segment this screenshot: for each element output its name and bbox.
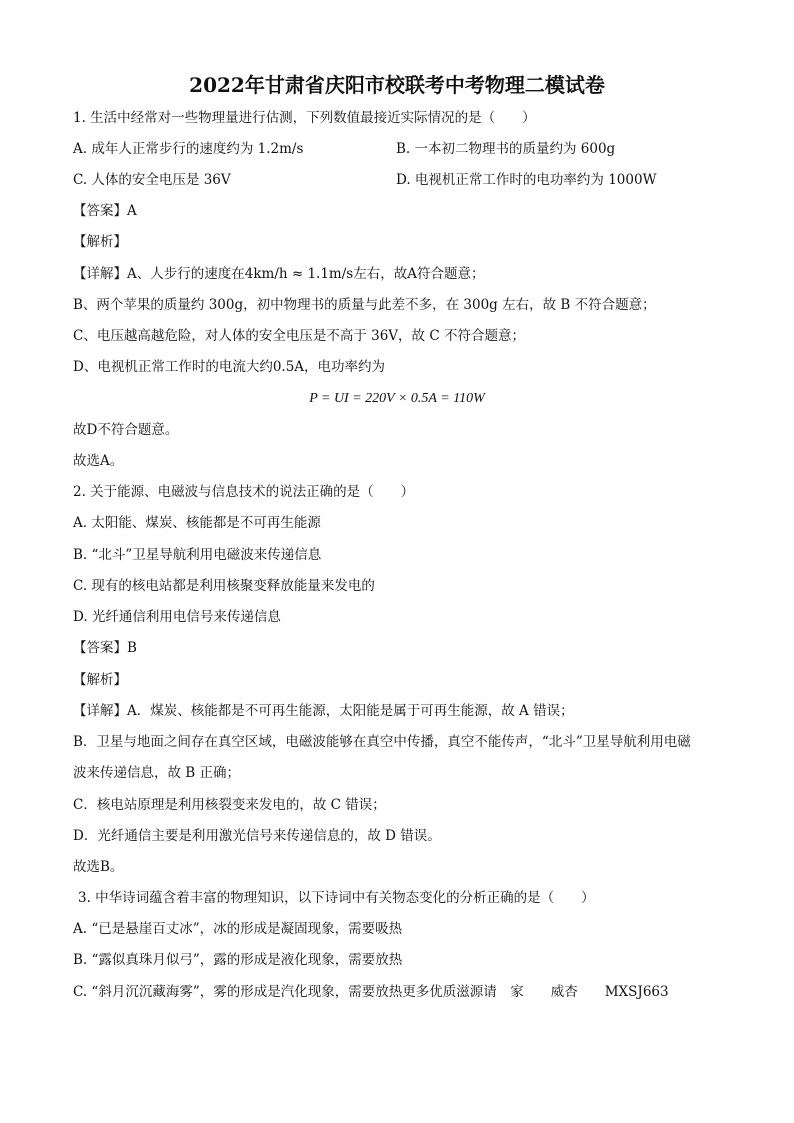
q1-detail-b: B、两个苹果的质量约 300g，初中物理书的质量与此差不多，在 300g 左右，故 B 不符合题意；	[73, 297, 656, 313]
q2-analysis-heading: 【解析】	[73, 672, 127, 688]
q2-detail-d: D．光纤通信主要是利用激光信号来传递信息的，故 D 错误。	[73, 828, 441, 844]
q1-answer: 【答案】A	[73, 203, 137, 219]
q2-option-c: C. 现有的核电站都是利用核聚变释放能量来发电的	[73, 578, 375, 594]
q1-stem: 1. 生活中经常对一些物理量进行估测，下列数值最接近实际情况的是（ ）	[73, 110, 536, 126]
q2-option-a: A. 太阳能、煤炭、核能都是不可再生能源	[73, 515, 321, 531]
page-title: 2022年甘肃省庆阳市校联考中考物理二模试卷	[189, 73, 605, 97]
q3-option-b: B. “露似真珠月似弓”，露的形成是液化现象，需要放热	[73, 952, 403, 968]
q1-formula: P = UI = 220V × 0.5A = 110W	[309, 391, 485, 406]
q1-detail-d-conclusion: 故D不符合题意。	[73, 422, 179, 438]
q2-option-d: D. 光纤通信利用电信号来传递信息	[73, 609, 281, 625]
q1-detail-d: D、电视机正常工作时的电流大约0.5A，电功率约为	[73, 359, 386, 375]
q2-detail-c: C．核电站原理是利用核裂变来发电的，故 C 错误；	[73, 797, 386, 813]
q2-choose: 故选B。	[73, 859, 124, 875]
q1-option-a: A. 成年人正常步行的速度约为 1.2m/s	[73, 141, 304, 157]
q3-option-a: A. “已是悬崖百丈冰”，冰的形成是凝固现象，需要吸热	[73, 921, 403, 937]
q2-detail-a: 【详解】A．煤炭、核能都是不可再生能源，太阳能是属于可再生能源，故 A 错误；	[73, 703, 574, 719]
q1-detail-a: 【详解】A、人步行的速度在4km/h ≈ 1.1m/s左右，故A符合题意；	[73, 266, 485, 282]
q1-choose: 故选A。	[73, 453, 124, 469]
q1-option-d: D. 电视机正常工作时的电功率约为 1000W	[396, 172, 657, 188]
q1-detail-c: C、电压越高越危险，对人体的安全电压是不高于 36V，故 C 不符合题意；	[73, 328, 525, 344]
q1-option-c: C. 人体的安全电压是 36V	[73, 172, 231, 188]
q2-detail-b-line1: B．卫星与地面之间存在真空区域，电磁波能够在真空中传播，真空不能传声，“北斗”卫星导航利用电磁	[73, 734, 691, 750]
q2-option-b: B. “北斗”卫星导航利用电磁波来传递信息	[73, 547, 322, 563]
q2-stem: 2. 关于能源、电磁波与信息技术的说法正确的是（ ）	[73, 484, 415, 500]
q2-detail-b-line2: 波来传递信息，故 B 正确；	[73, 765, 241, 781]
q3-option-c: C. “斜月沉沉藏海雾”，雾的形成是汽化现象，需要放热更多优质滋源请 家 威杏 MXSJ663	[73, 984, 669, 1000]
q2-answer: 【答案】B	[73, 640, 137, 656]
q1-option-b: B. 一本初二物理书的质量约为 600g	[396, 141, 616, 157]
q1-analysis-heading: 【解析】	[73, 234, 127, 250]
q3-stem: 3. 中华诗词蕴含着丰富的物理知识，以下诗词中有关物态变化的分析正确的是（ ）	[78, 890, 595, 906]
